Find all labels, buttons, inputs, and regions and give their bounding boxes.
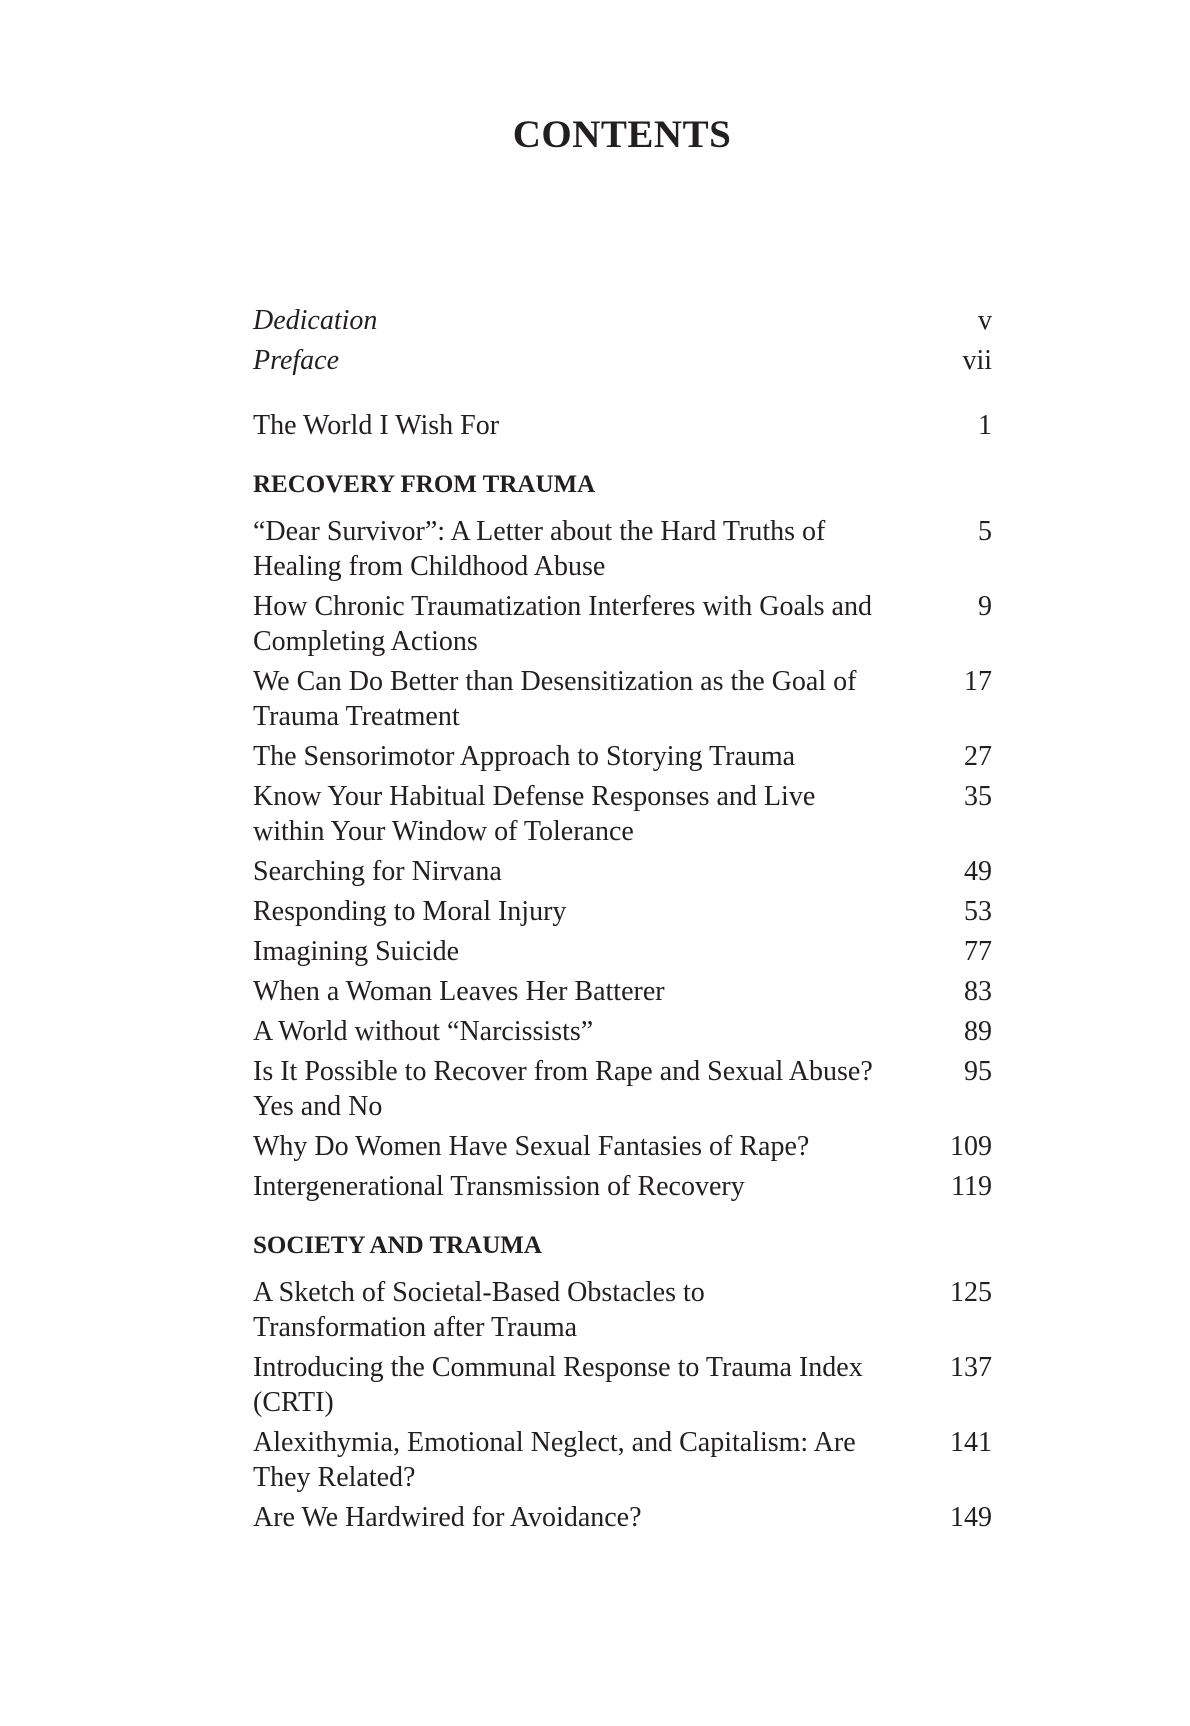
entry-page: 53	[964, 896, 992, 927]
entry-page: 17	[964, 666, 992, 697]
toc-entry	[253, 1169, 992, 1204]
toc-entry	[253, 1054, 992, 1124]
entry-title: “Dear Survivor”: A Letter about the Hard Truths of Healing from Childhood Abuse	[253, 516, 826, 582]
entry-page: v	[978, 305, 992, 336]
entry-title: We Can Do Better than Desensitization as the Goal of Trauma Treatment	[253, 666, 857, 732]
entry-page: 5	[978, 516, 992, 547]
entry-title: Is It Possible to Recover from Rape and Sexual Abuse? Yes and No	[253, 1056, 873, 1122]
entry-page: 9	[978, 591, 992, 622]
entry-title: The Sensorimotor Approach to Storying Trauma	[253, 741, 796, 772]
entry-title: The World I Wish For	[253, 410, 500, 441]
toc-entry	[253, 779, 992, 849]
entry-page: 49	[964, 856, 992, 887]
section-heading: SOCIETY AND TRAUMA	[253, 1232, 542, 1259]
entry-title: Alexithymia, Emotional Neglect, and Capitalism: Are They Related?	[253, 1427, 856, 1493]
entry-page: 137	[950, 1352, 992, 1383]
table-of-contents	[253, 303, 992, 1540]
entry-title: Know Your Habitual Defense Responses and Live within Your Window of Tolerance	[253, 781, 816, 847]
toc-entry	[253, 1129, 992, 1164]
toc-entry	[253, 1014, 992, 1049]
toc-entry	[253, 894, 992, 929]
entry-page: 149	[950, 1502, 992, 1533]
entry-title: Are We Hardwired for Avoidance?	[253, 1502, 642, 1533]
toc-entry	[253, 1350, 992, 1420]
entry-page: 125	[950, 1277, 992, 1308]
entry-page: 77	[964, 936, 992, 967]
toc-entry	[253, 854, 992, 889]
toc-entry	[253, 1425, 992, 1495]
toc-entry	[253, 1275, 992, 1345]
entry-title: How Chronic Traumatization Interferes with Goals and Completing Actions	[253, 591, 872, 657]
entry-page: 83	[964, 976, 992, 1007]
entry-page: vii	[962, 345, 992, 376]
entry-page: 109	[950, 1131, 992, 1162]
entry-page: 1	[978, 410, 992, 441]
entry-title: When a Woman Leaves Her Batterer	[253, 976, 665, 1007]
entry-page: 89	[964, 1016, 992, 1047]
entry-title: Intergenerational Transmission of Recovery	[253, 1171, 745, 1202]
entry-title: Searching for Nirvana	[253, 856, 502, 887]
entry-title: Responding to Moral Injury	[253, 896, 567, 927]
toc-entry	[253, 514, 992, 584]
toc-entry-preface	[253, 343, 992, 378]
toc-entry	[253, 974, 992, 1009]
toc-entry	[253, 589, 992, 659]
page-title: CONTENTS	[512, 113, 732, 156]
entry-page: 141	[950, 1427, 992, 1458]
entry-title: Dedication	[253, 305, 378, 336]
entry-title: Preface	[253, 345, 340, 376]
toc-entry-dedication	[253, 303, 992, 338]
entry-page: 119	[951, 1171, 992, 1202]
toc-entry	[253, 934, 992, 969]
entry-page: 35	[964, 781, 992, 812]
toc-entry	[253, 664, 992, 734]
entry-page: 27	[964, 741, 992, 772]
entry-title: A World without “Narcissists”	[253, 1016, 594, 1047]
section-heading: RECOVERY FROM TRAUMA	[253, 471, 596, 498]
toc-entry	[253, 1500, 992, 1535]
toc-entry-intro	[253, 408, 992, 443]
entry-title: A Sketch of Societal-Based Obstacles to Transformation after Trauma	[253, 1277, 705, 1343]
entry-title: Why Do Women Have Sexual Fantasies of Rape?	[253, 1131, 810, 1162]
entry-title: Imagining Suicide	[253, 936, 460, 967]
toc-entry	[253, 739, 992, 774]
entry-page: 95	[964, 1056, 992, 1087]
entry-title: Introducing the Communal Response to Trauma Index (CRTI)	[253, 1352, 863, 1418]
